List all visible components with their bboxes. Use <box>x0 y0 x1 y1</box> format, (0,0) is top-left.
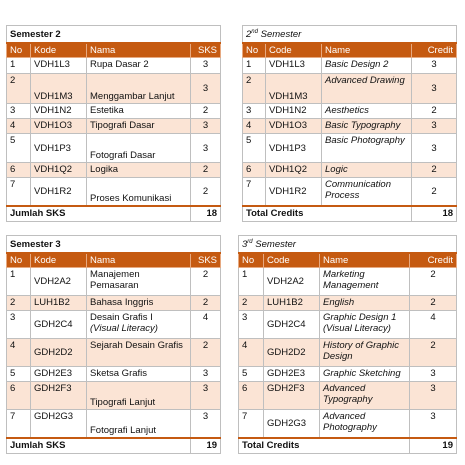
course-name-line-1: Desain Grafis I <box>90 312 153 323</box>
header-row <box>239 253 457 268</box>
row-no: 2 <box>239 296 264 311</box>
row-course-name: Advanced Drawing <box>322 74 412 104</box>
table-title: Semester 3 <box>7 236 221 254</box>
table-row <box>243 134 457 163</box>
table-row <box>239 339 457 367</box>
table-title-row <box>7 26 221 44</box>
row-credits: 2 <box>191 104 221 119</box>
table-row <box>7 134 221 163</box>
row-course-name: Marketing Management <box>320 268 410 296</box>
row-credits: 2 <box>410 296 457 311</box>
row-course-name: Basic Design 2 <box>322 58 412 74</box>
row-credits: 3 <box>191 74 221 104</box>
row-credits: 2 <box>191 178 221 206</box>
table-title-row <box>7 236 221 254</box>
row-course-name: Bahasa Inggris <box>87 296 191 311</box>
row-credits: 2 <box>191 339 221 367</box>
row-no: 7 <box>243 178 266 206</box>
table-row <box>7 74 221 104</box>
row-credits: 2 <box>191 296 221 311</box>
header-no: No <box>7 43 31 58</box>
row-course-name: Proses Komunikasi <box>87 178 191 206</box>
row-code: VDH1O3 <box>266 119 322 134</box>
row-code: GDH2E3 <box>31 367 87 382</box>
row-no: 7 <box>7 410 31 438</box>
row-code: GDH2C4 <box>31 311 87 339</box>
semester-2-table-en <box>242 25 457 222</box>
table-row <box>239 410 457 438</box>
row-course-name: Tipografi Dasar <box>87 119 191 134</box>
row-course-name: Fotografi Dasar <box>87 134 191 163</box>
table-row <box>239 367 457 382</box>
table-row <box>7 296 221 311</box>
row-no: 4 <box>7 339 31 367</box>
row-credits: 2 <box>412 163 457 178</box>
row-course-name: Tipografi Lanjut <box>87 382 191 410</box>
row-course-name: History of Graphic Design <box>320 339 410 367</box>
table-row <box>7 178 221 206</box>
table-row <box>7 163 221 178</box>
row-no: 6 <box>7 382 31 410</box>
row-course-name: Graphic Sketching <box>320 367 410 382</box>
table-row <box>7 119 221 134</box>
row-course-name: Communication Process <box>322 178 412 206</box>
total-label: Jumlah SKS <box>7 438 191 454</box>
row-no: 7 <box>7 178 31 206</box>
row-course-name: English <box>320 296 410 311</box>
header-name: Name <box>320 253 410 268</box>
row-no: 3 <box>243 104 266 119</box>
row-code: VDH1Q2 <box>31 163 87 178</box>
header-no: No <box>243 43 266 58</box>
row-no: 5 <box>239 367 264 382</box>
row-course-name: Logika <box>87 163 191 178</box>
row-no: 6 <box>7 163 31 178</box>
row-code: VDH1M3 <box>31 74 87 104</box>
header-sks: SKS <box>191 253 221 268</box>
row-code: VDH1P3 <box>266 134 322 163</box>
row-course-name: Sejarah Desain Grafis <box>87 339 191 367</box>
row-credits: 3 <box>412 74 457 104</box>
header-row <box>243 43 457 58</box>
row-credits: 3 <box>412 134 457 163</box>
table-title: 2nd Semester <box>243 26 457 44</box>
row-code: VDH1P3 <box>31 134 87 163</box>
total-value: 18 <box>412 206 457 222</box>
table-row <box>243 74 457 104</box>
row-code: VDH2A2 <box>264 268 320 296</box>
total-label: Total Credits <box>239 438 410 454</box>
row-credits: 3 <box>191 134 221 163</box>
row-code: VDH1R2 <box>31 178 87 206</box>
row-course-name: Estetika <box>87 104 191 119</box>
row-code: VDH2A2 <box>31 268 87 296</box>
row-no: 1 <box>7 268 31 296</box>
row-credits: 2 <box>412 178 457 206</box>
table-title-row <box>243 26 457 44</box>
total-label: Total Credits <box>243 206 412 222</box>
total-row <box>7 438 221 454</box>
table-row <box>239 296 457 311</box>
total-row <box>7 206 221 222</box>
row-credits: 2 <box>410 268 457 296</box>
row-no: 3 <box>239 311 264 339</box>
row-code: VDH1N2 <box>31 104 87 119</box>
row-code: GDH2F3 <box>31 382 87 410</box>
total-value: 19 <box>191 438 221 454</box>
course-name-line-1: Graphic Design 1 <box>323 312 397 323</box>
total-row <box>243 206 457 222</box>
semester-3-table-id <box>6 235 221 454</box>
row-course-name: Fotografi Lanjut <box>87 410 191 438</box>
table-row <box>7 58 221 74</box>
row-credits: 3 <box>191 410 221 438</box>
row-no: 1 <box>239 268 264 296</box>
header-credit: Credit <box>410 253 457 268</box>
row-course-name: Menggambar Lanjut <box>87 74 191 104</box>
row-code: GDH2E3 <box>264 367 320 382</box>
row-course-name: Sketsa Grafis <box>87 367 191 382</box>
course-name-line-2: (Visual Literacy) <box>90 323 158 334</box>
row-credits: 2 <box>412 104 457 119</box>
table-title: 3rd Semester <box>239 236 457 254</box>
table-row <box>239 382 457 410</box>
row-no: 6 <box>239 382 264 410</box>
row-credits: 3 <box>410 382 457 410</box>
header-code: Code <box>264 253 320 268</box>
row-credits: 3 <box>191 382 221 410</box>
header-nama: Nama <box>87 43 191 58</box>
row-no: 6 <box>243 163 266 178</box>
course-name-line-2: (Visual Literacy) <box>323 323 391 334</box>
row-code: GDH2G3 <box>31 410 87 438</box>
table-row <box>243 58 457 74</box>
row-code: VDH1O3 <box>31 119 87 134</box>
row-course-name: Basic Typography <box>322 119 412 134</box>
total-value: 18 <box>191 206 221 222</box>
row-no: 7 <box>239 410 264 438</box>
header-sks: SKS <box>191 43 221 58</box>
row-code: VDH1L3 <box>31 58 87 74</box>
row-code: VDH1N2 <box>266 104 322 119</box>
table-title: Semester 2 <box>7 26 221 44</box>
table-row <box>7 268 221 296</box>
header-kode: Kode <box>31 43 87 58</box>
total-label: Jumlah SKS <box>7 206 191 222</box>
row-credits: 2 <box>191 268 221 296</box>
table-row <box>7 104 221 119</box>
table-row <box>7 410 221 438</box>
row-course-name: Logic <box>322 163 412 178</box>
table-row <box>243 178 457 206</box>
row-no: 5 <box>243 134 266 163</box>
row-no: 4 <box>7 119 31 134</box>
row-no: 4 <box>239 339 264 367</box>
table-row <box>7 367 221 382</box>
semester-2-table-id <box>6 25 221 222</box>
table-row <box>243 119 457 134</box>
header-row <box>7 43 221 58</box>
table-row <box>7 339 221 367</box>
row-course-name: Advanced Typography <box>320 382 410 410</box>
row-code: LUH1B2 <box>31 296 87 311</box>
row-course-name: Advanced Photography <box>320 410 410 438</box>
row-credits: 3 <box>191 119 221 134</box>
row-credits: 2 <box>410 339 457 367</box>
row-code: GDH2G3 <box>264 410 320 438</box>
total-value: 19 <box>410 438 457 454</box>
header-credit: Credit <box>412 43 457 58</box>
table-title-row <box>239 236 457 254</box>
row-code: GDH2C4 <box>264 311 320 339</box>
row-course-name <box>320 311 410 339</box>
row-no: 3 <box>7 311 31 339</box>
row-no: 3 <box>7 104 31 119</box>
row-course-name: Aesthetics <box>322 104 412 119</box>
row-credits: 3 <box>191 58 221 74</box>
row-no: 2 <box>243 74 266 104</box>
row-credits: 3 <box>191 367 221 382</box>
table-row <box>243 163 457 178</box>
total-row <box>239 438 457 454</box>
row-credits: 3 <box>410 367 457 382</box>
row-code: VDH1L3 <box>266 58 322 74</box>
semester-3-table-en <box>238 235 457 454</box>
row-credits: 3 <box>412 58 457 74</box>
header-nama: Nama <box>87 253 191 268</box>
header-kode: Kode <box>31 253 87 268</box>
row-code: LUH1B2 <box>264 296 320 311</box>
row-no: 5 <box>7 367 31 382</box>
header-code: Code <box>266 43 322 58</box>
row-code: VDH1Q2 <box>266 163 322 178</box>
table-row <box>243 104 457 119</box>
row-no: 1 <box>243 58 266 74</box>
row-code: GDH2D2 <box>264 339 320 367</box>
header-name: Name <box>322 43 412 58</box>
row-no: 5 <box>7 134 31 163</box>
row-credits: 4 <box>410 311 457 339</box>
header-no: No <box>239 253 264 268</box>
row-code: VDH1R2 <box>266 178 322 206</box>
table-row <box>239 311 457 339</box>
table-row <box>7 382 221 410</box>
row-course-name: Basic Photography <box>322 134 412 163</box>
table-row <box>7 311 221 339</box>
row-credits: 3 <box>412 119 457 134</box>
row-credits: 4 <box>191 311 221 339</box>
row-code: GDH2D2 <box>31 339 87 367</box>
row-course-name: Rupa Dasar 2 <box>87 58 191 74</box>
row-no: 4 <box>243 119 266 134</box>
row-no: 1 <box>7 58 31 74</box>
row-code: GDH2F3 <box>264 382 320 410</box>
row-credits: 2 <box>191 163 221 178</box>
row-credits: 3 <box>410 410 457 438</box>
row-code: VDH1M3 <box>266 74 322 104</box>
row-no: 2 <box>7 74 31 104</box>
header-row <box>7 253 221 268</box>
table-row <box>239 268 457 296</box>
header-no: No <box>7 253 31 268</box>
row-no: 2 <box>7 296 31 311</box>
row-course-name: Manajemen Pemasaran <box>87 268 191 296</box>
row-course-name <box>87 311 191 339</box>
